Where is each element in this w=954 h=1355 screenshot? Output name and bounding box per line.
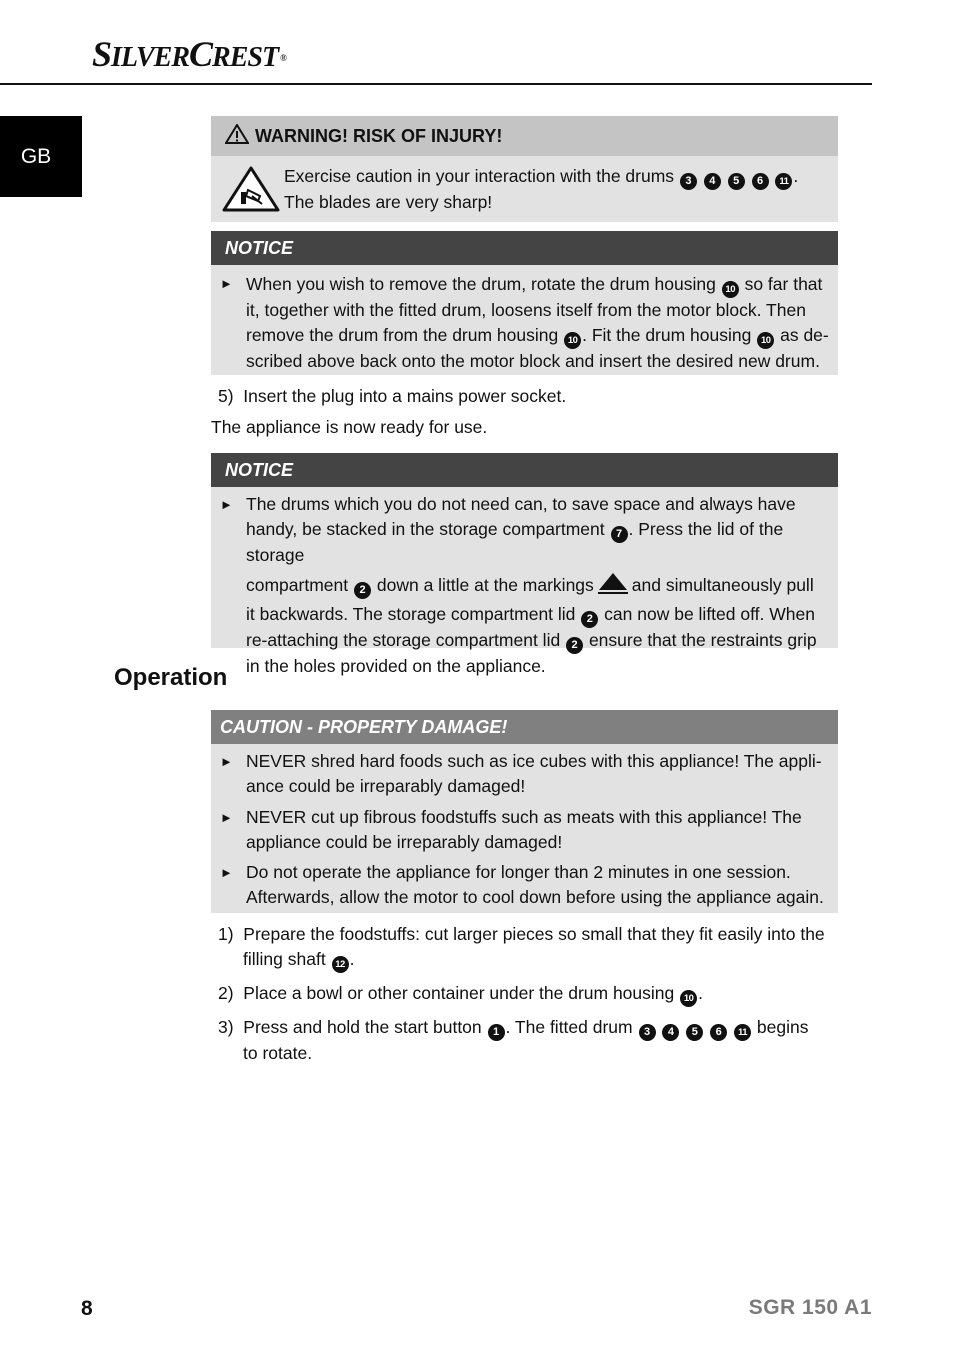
bullet-arrow-icon: ►: [220, 810, 233, 825]
model-number: SGR 150 A1: [748, 1296, 872, 1319]
caution-item: NEVER shred hard foods such as ice cubes with this appliance! The appli- ance could be irreparably damaged!: [246, 751, 822, 796]
step-3: 3) Press and hold the start button 1 . The fitted drum 3 4 5 6 11 begins to rotate.: [218, 1017, 809, 1063]
notice-panel: [211, 487, 838, 676]
step-2: 2) Place a bowl or other container under the drum housing 10 .: [218, 981, 703, 1007]
ref-4: 4: [704, 173, 721, 190]
blade-hazard-icon: [222, 166, 280, 217]
logo-text: REST: [212, 42, 279, 73]
warning-line2: The blades are very sharp!: [284, 192, 493, 212]
brand-logo: [92, 36, 284, 76]
page-number: 8: [81, 1297, 93, 1320]
bullet-arrow-icon: ►: [220, 276, 233, 291]
caution-header: CAUTION - PROPERTY DAMAGE!: [211, 710, 838, 744]
ref-5: 5: [728, 173, 745, 190]
caution-item: Do not operate the appliance for longer than 2 minutes in one session. Afterwards, allow the motor to cool down before using the appliance again.: [246, 862, 824, 907]
warning-title: WARNING! RISK OF INJURY!: [255, 125, 503, 146]
notice-text: The drums which you do not need can, to save space and always have handy, be stacked in the storage compartment 7 . Press the lid of the storage compartment 2 down a little at the markings and simultaneously pull it backwards. The storage compartment lid 2 can now be lifted off. When re-attaching the storage compartment lid 2 ensure that the restraints grip in the holes provided on the appliance.: [246, 494, 817, 676]
ref-6: 6: [752, 173, 769, 190]
language-tab: GB: [0, 116, 82, 197]
notice-header: NOTICE: [211, 453, 838, 487]
registered-mark: ®: [280, 53, 286, 63]
header-rule: [0, 83, 872, 85]
ref-11: 11: [775, 173, 792, 190]
bullet-arrow-icon: ►: [220, 754, 233, 769]
notice-text: When you wish to remove the drum, rotate the drum housing 10 so far that it, together with the fitted drum, loosens itself from the motor block. Then remove the drum from the drum housing 10 . Fit the drum housing 10 as de- scribed above back onto the motor block and insert the desired new drum.: [246, 274, 829, 371]
ref-3: 3: [680, 173, 697, 190]
notice-header: NOTICE: [211, 231, 838, 265]
warning-icon: [225, 124, 249, 149]
ready-text: The appliance is now ready for use.: [211, 417, 488, 437]
caution-item: NEVER cut up fibrous foodstuffs such as meats with this appliance! The appliance could be irreparably damaged!: [246, 807, 802, 852]
marking-triangle-icon: [597, 571, 629, 602]
bullet-arrow-icon: ►: [220, 865, 233, 880]
warning-header: [211, 116, 838, 156]
caution-panel: [211, 744, 838, 913]
logo-text: ILVER: [111, 42, 190, 73]
logo-letter: S: [92, 34, 112, 74]
notice-panel: [211, 265, 838, 375]
warning-text: Exercise caution in your interaction with the drums 3 4 5 6 11 . The blades are very sharp!: [284, 164, 798, 215]
step-1: 1) Prepare the foodstuffs: cut larger pieces so small that they fit easily into the filling shaft 12 .: [218, 922, 825, 973]
logo-letter: C: [189, 34, 213, 74]
section-heading: Operation: [114, 664, 228, 691]
warning-body: [211, 156, 838, 222]
step-5: 5) Insert the plug into a mains power socket.: [218, 386, 567, 406]
bullet-arrow-icon: ►: [220, 497, 233, 512]
